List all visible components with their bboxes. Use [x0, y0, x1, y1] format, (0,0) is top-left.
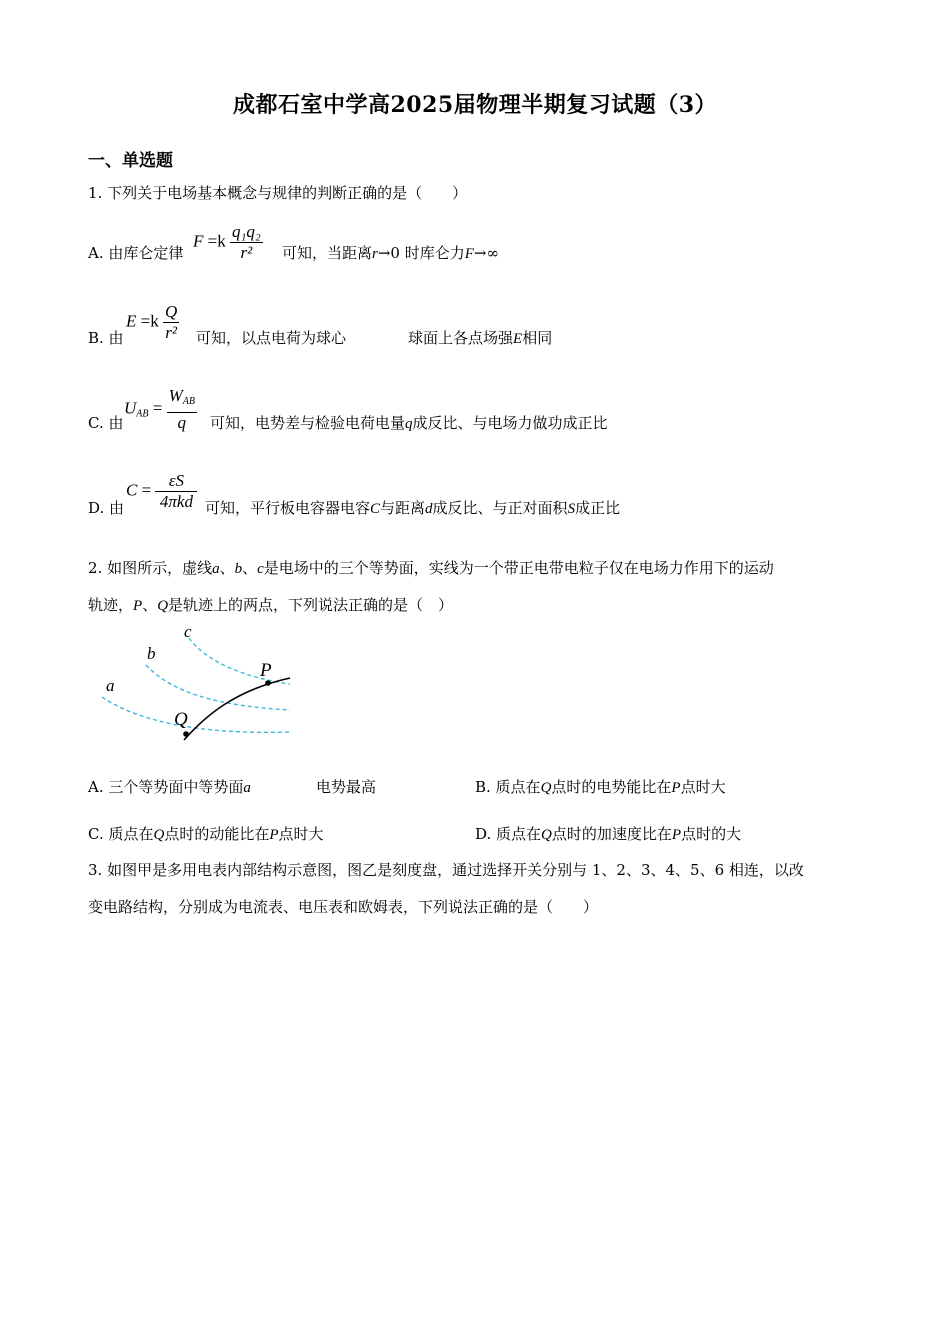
- q2-od3: 点时的大: [681, 825, 742, 843]
- q2-ocP: P: [269, 827, 279, 843]
- q1-a-r: r: [372, 246, 378, 262]
- q1-d-C: C: [370, 501, 381, 517]
- formula-c-den: q: [177, 413, 187, 432]
- q1-b-suffix2: 球面上各点场强: [408, 329, 514, 347]
- q1-a-arrow: →0 时库仑力: [377, 244, 465, 262]
- q1-option-a-text: [282, 243, 499, 264]
- q2-stem-line1: [88, 558, 774, 579]
- label-P: P: [260, 660, 272, 681]
- q2-stem-line2: [88, 595, 453, 616]
- q1-d-suffix1: 可知，平行板电容器电容: [205, 499, 371, 517]
- q1-a-inf: →∞: [473, 244, 499, 262]
- q1-b-prefix: B. 由: [88, 329, 124, 347]
- label-Q: Q: [174, 709, 188, 730]
- formula-b-eq: =k: [140, 311, 159, 331]
- formula-d-eq: =: [141, 480, 152, 500]
- q2-option-d: [475, 824, 741, 845]
- section-heading: 一、单选题: [88, 151, 173, 171]
- q2-l2b: 是轨迹上的两点，下列说法正确的是（ ）: [168, 596, 454, 614]
- q1-c-suffix1: 可知，电势差与检验电荷电量: [210, 414, 406, 432]
- q2-l1a: 2. 如图所示，虚线: [88, 559, 213, 577]
- q2-obP: P: [671, 780, 681, 796]
- q2-option-a-tail: 电势最高: [316, 778, 377, 796]
- q2-oa-var: a: [243, 780, 251, 796]
- formula-d-frac: [155, 471, 197, 512]
- q2-ob1: B. 质点在: [475, 778, 541, 796]
- q2-vb: b: [234, 561, 243, 577]
- q2-obQ: Q: [540, 780, 552, 796]
- formula-a-num: q₁q₂: [231, 222, 261, 241]
- q2-option-a: [88, 777, 251, 798]
- q2-odP: P: [671, 827, 682, 843]
- q2-l2a: 轨迹，: [88, 596, 134, 614]
- page-title: 成都石室中学高2025届物理半期复习试题（3）: [232, 92, 718, 118]
- q1-option-c-text: [210, 413, 608, 434]
- q2-od1: D. 质点在: [475, 825, 542, 843]
- formula-coulomb: [193, 222, 263, 263]
- q2-option-c: [88, 824, 324, 845]
- q1-d-suffix4: 成正比: [575, 499, 621, 517]
- formula-c-frac: [167, 386, 197, 433]
- q1-option-b-text2: [408, 328, 552, 349]
- q1-option-b-text1: 可知，以点电荷为球心: [196, 329, 347, 347]
- q2-oc2: 点时的动能比在: [164, 825, 270, 843]
- formula-field: [126, 302, 179, 343]
- point-P: [265, 680, 271, 686]
- formula-d-den: 4πkd: [159, 492, 193, 511]
- q2-ocQ: Q: [153, 827, 165, 843]
- formula-d-num: εS: [155, 471, 197, 492]
- q2-vP: P: [133, 598, 143, 614]
- q2-sep3: 、: [142, 596, 158, 614]
- q2-od2: 点时的加速度比在: [551, 825, 672, 843]
- q2-oc3: 点时大: [278, 825, 324, 843]
- q3-stem-line1: 3. 如图甲是多用电表内部结构示意图，图乙是刻度盘，通过选择开关分别与 1、2、3、4、5、6 相连，以改: [88, 861, 804, 879]
- formula-b-lhs: E: [126, 311, 137, 331]
- label-b: b: [147, 644, 156, 663]
- equipotential-c: [189, 638, 290, 684]
- q2-vQ: Q: [157, 598, 169, 614]
- point-Q: [183, 731, 189, 737]
- equipotential-figure: [96, 620, 306, 750]
- formula-c-eq: =: [152, 398, 163, 418]
- q2-ob3: 点时大: [680, 778, 726, 796]
- formula-c-num: W: [168, 386, 183, 405]
- q1-c-prefix: C. 由: [88, 414, 124, 432]
- q1-option-c: [88, 413, 123, 433]
- q2-odQ: Q: [541, 827, 552, 843]
- q1-a-F: F: [464, 246, 474, 262]
- q1-option-d: [88, 498, 124, 518]
- formula-c-lhs-sub: AB: [136, 408, 149, 420]
- q1-b-suffix3: 相同: [522, 329, 553, 347]
- formula-c-lhs: U: [124, 398, 137, 418]
- q2-va: a: [212, 561, 220, 577]
- q1-c-suffix2: 成反比、与电场力做功成正比: [412, 414, 608, 432]
- q1-option-a: [88, 243, 183, 263]
- formula-potential: [124, 386, 197, 433]
- q2-ob2: 点时的电势能比在: [551, 778, 672, 796]
- q1-d-d: d: [425, 501, 433, 517]
- formula-a-den: r²: [240, 243, 253, 262]
- q1-a-prefix: A. 由库仑定律: [88, 244, 184, 262]
- q1-a-suffix: 可知，当距离: [282, 244, 373, 262]
- q1-option-d-text: [205, 498, 620, 519]
- q1-d-S: S: [567, 501, 576, 517]
- q2-l1b: 是电场中的三个等势面，实线为一个带正电带电粒子仅在电场力作用下的运动: [263, 559, 774, 577]
- formula-b-frac: [163, 302, 179, 343]
- formula-b-den: r²: [165, 323, 177, 342]
- formula-a-lhs: F: [193, 231, 204, 251]
- q2-sep2: 、: [242, 559, 258, 577]
- formula-a-eq: =k: [207, 231, 226, 251]
- formula-capacitance: [126, 471, 197, 512]
- q2-option-b: [475, 777, 726, 798]
- q1-d-suffix2: 与距离: [380, 499, 426, 517]
- q1-c-q: q: [405, 416, 413, 432]
- q2-vc: c: [257, 561, 264, 577]
- q1-option-b: [88, 328, 124, 348]
- formula-c-num-sub: AB: [182, 396, 195, 407]
- q3-stem-line2: 变电路结构，分别成为电流表、电压表和欧姆表，下列说法正确的是（ ）: [88, 898, 599, 916]
- formula-b-num: Q: [164, 302, 178, 321]
- q1-stem: 1. 下列关于电场基本概念与规律的判断正确的是（ ）: [88, 184, 468, 202]
- formula-a-frac: [230, 222, 263, 263]
- formula-d-lhs: C: [126, 480, 138, 500]
- label-c: c: [184, 622, 192, 641]
- q1-b-E: E: [513, 331, 523, 347]
- q2-oc1: C. 质点在: [88, 825, 154, 843]
- label-a: a: [106, 676, 115, 695]
- q2-sep1: 、: [219, 559, 235, 577]
- trajectory: [184, 678, 290, 740]
- q1-d-prefix: D. 由: [88, 499, 125, 517]
- q2-oa1: A. 三个等势面中等势面: [88, 778, 244, 796]
- q1-d-suffix3: 成反比、与正对面积: [432, 499, 568, 517]
